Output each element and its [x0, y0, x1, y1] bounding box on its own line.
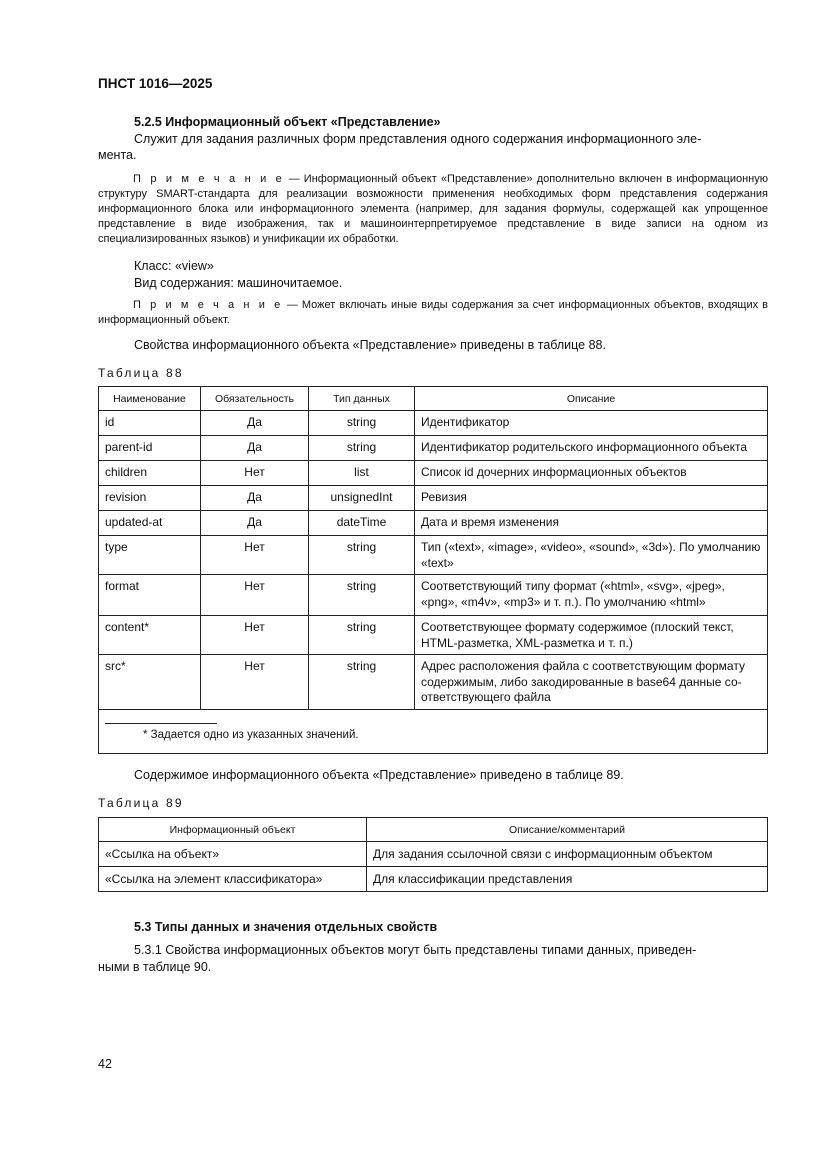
table-cell: string	[309, 616, 415, 655]
table-cell: Нет	[201, 616, 309, 655]
note-1-text: — Информационный объект «Представление» дополнительно включен в информационную структуру SMART-стандарта для реализации возможности применения необходимых форм представления содержания информационного блока или информационного элемента (например, для задания формулы, содержащей как упрощенное представление в виде изображения, так и машиноинтерпретируемое представление в виде записи на одном из специализированных языков) и унификации их обработки.	[98, 173, 768, 245]
class-line: Класс: «view»	[134, 259, 214, 273]
content-intro: Содержимое информационного объекта «Представление» приведено в таблице 89.	[134, 768, 624, 782]
table-cell: Нет	[201, 655, 309, 710]
table-88-footnote-cell	[99, 710, 768, 754]
table-cell: Ревизия	[415, 486, 768, 511]
table-88-header: Наименование	[99, 387, 201, 411]
table-cell: children	[99, 461, 201, 486]
table-row	[99, 842, 768, 867]
table-row	[99, 436, 768, 461]
intro-line-1: Служит для задания различных форм представления одного содержания информационного эле-	[134, 132, 702, 146]
table-88-caption: Таблица 88	[98, 366, 184, 380]
section-53-para-line-2: ными в таблице 90.	[98, 960, 212, 974]
table-cell: Да	[201, 411, 309, 436]
table-cell: id	[99, 411, 201, 436]
table-cell: Нет	[201, 575, 309, 616]
table-cell: unsignedInt	[309, 486, 415, 511]
table-cell: Тип («text», «image», «video», «sound», «3d»). По умолчанию «text»	[415, 536, 768, 575]
section-heading: 5.3 Типы данных и значения отдельных свойств	[134, 920, 438, 934]
table-cell: parent-id	[99, 436, 201, 461]
table-cell: Соответствующее формату содержимое (плоский текст, HTML-разметка, XML-разметка и т. п.)	[415, 616, 768, 655]
properties-intro: Свойства информационного объекта «Представление» приведены в таблице 88.	[134, 338, 606, 352]
intro-line-2: мента.	[98, 148, 137, 162]
note-1	[98, 172, 768, 247]
table-cell: Адрес расположения файла с соответствующим формату содержимым, либо закодированные в base64 данные соответствующего файла	[415, 655, 768, 710]
table-cell: string	[309, 411, 415, 436]
table-89	[98, 817, 768, 892]
table-cell: string	[309, 575, 415, 616]
section-53-para-line-1: 5.3.1 Свойства информационных объектов могут быть представлены типами данных, приведен-	[134, 943, 697, 957]
table-cell: Идентификатор родительского информационного объекта	[415, 436, 768, 461]
table-cell: string	[309, 655, 415, 710]
table-cell: Нет	[201, 536, 309, 575]
table-cell: string	[309, 536, 415, 575]
table-88-footnote-row	[99, 710, 768, 754]
table-cell: format	[99, 575, 201, 616]
section-heading: 5.2.5 Информационный объект «Представление»	[134, 115, 441, 129]
note-2	[98, 298, 768, 328]
table-cell: «Ссылка на элемент классификатора»	[99, 867, 367, 892]
table-row	[99, 536, 768, 575]
table-88-header: Тип данных	[309, 387, 415, 411]
table-cell: content*	[99, 616, 201, 655]
table-88-header-row	[99, 387, 768, 411]
table-row	[99, 655, 768, 710]
table-row	[99, 461, 768, 486]
table-88	[98, 386, 768, 754]
footnote-divider	[105, 723, 217, 724]
table-89-header: Описание/комментарий	[367, 818, 768, 842]
table-row	[99, 867, 768, 892]
table-cell: Для классификации представления	[367, 867, 768, 892]
note-1-label: П р и м е ч а н и е	[133, 173, 285, 185]
document-id: ПНСТ 1016—2025	[98, 76, 213, 91]
page-number: 42	[98, 1057, 112, 1071]
table-cell: Идентификатор	[415, 411, 768, 436]
table-cell: revision	[99, 486, 201, 511]
table-88-footnote: * Задается одно из указанных значений.	[143, 729, 359, 741]
table-cell: Да	[201, 436, 309, 461]
note-2-label: П р и м е ч а н и е	[133, 299, 283, 311]
table-cell: Дата и время изменения	[415, 511, 768, 536]
table-88-header: Описание	[415, 387, 768, 411]
table-89-header-row	[99, 818, 768, 842]
table-cell: Нет	[201, 461, 309, 486]
table-row	[99, 486, 768, 511]
table-89-caption: Таблица 89	[98, 796, 184, 810]
table-cell: type	[99, 536, 201, 575]
table-cell: list	[309, 461, 415, 486]
table-cell: dateTime	[309, 511, 415, 536]
table-cell: Да	[201, 511, 309, 536]
table-row	[99, 575, 768, 616]
note-2-text: — Может включать иные виды содержания за счет информационных объектов, входящих в информационный объект.	[98, 299, 768, 326]
table-cell: Соответствующий типу формат («html», «svg», «jpeg», «png», «m4v», «mp3» и т. п.). По умолчанию «html»	[415, 575, 768, 616]
table-row	[99, 511, 768, 536]
content-kind-line: Вид содержания: машиночитаемое.	[134, 276, 343, 290]
table-row	[99, 616, 768, 655]
table-cell: Список id дочерних информационных объектов	[415, 461, 768, 486]
table-88-header: Обязательность	[201, 387, 309, 411]
table-row	[99, 411, 768, 436]
table-cell: Да	[201, 486, 309, 511]
table-cell: Для задания ссылочной связи с информационным объектом	[367, 842, 768, 867]
table-cell: «Ссылка на объект»	[99, 842, 367, 867]
table-cell: src*	[99, 655, 201, 710]
table-89-header: Информационный объект	[99, 818, 367, 842]
table-cell: string	[309, 436, 415, 461]
table-cell: updated-at	[99, 511, 201, 536]
